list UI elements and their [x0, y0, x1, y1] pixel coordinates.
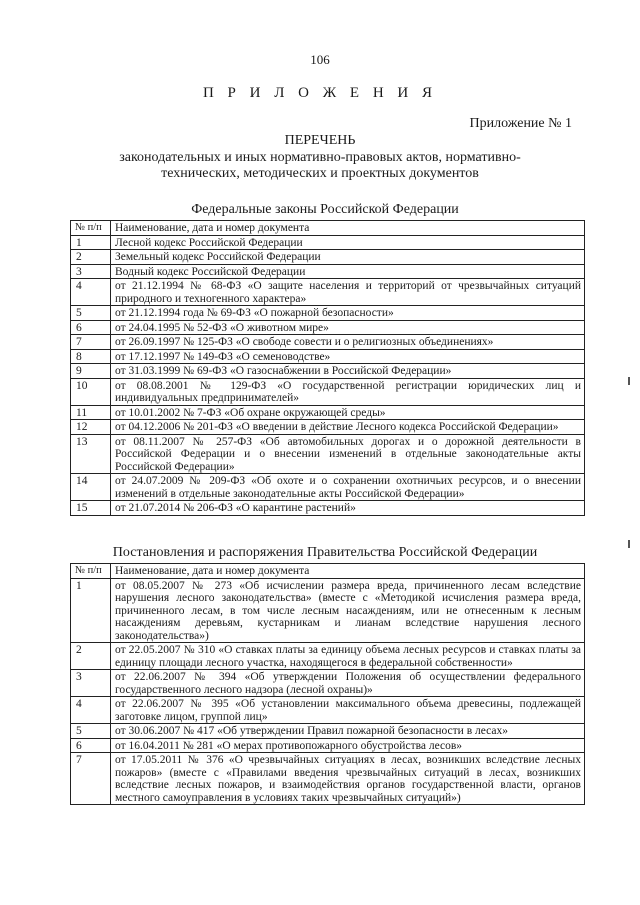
table-row: [71, 235, 585, 250]
table-row: [71, 643, 585, 670]
annex-label: Приложение № 1: [469, 116, 572, 131]
column-header-number: № п/п: [71, 564, 111, 579]
column-header-name: Наименование, дата и номер документа: [111, 564, 585, 579]
table-row: [71, 279, 585, 306]
section-title-federal-laws: Федеральные законы Российской Федерации: [191, 202, 459, 217]
document-name: от 24.04.1995 № 52-ФЗ «О животном мире»: [111, 320, 585, 335]
document-name: Водный кодекс Российской Федерации: [111, 264, 585, 279]
government-decrees-body: [71, 578, 585, 805]
row-number: 9: [71, 364, 111, 379]
table-row: [71, 320, 585, 335]
row-number: 5: [71, 724, 111, 739]
document-name: от 22.05.2007 № 310 «О ставках платы за единицу объема лесных ресурсов и ставках платы за единицу площади лесного участка, находящегося в федеральной собственности»: [111, 643, 585, 670]
row-number: 2: [71, 250, 111, 265]
table-row: [71, 264, 585, 279]
document-name: от 17.12.1997 № 149-ФЗ «О семеноводстве»: [111, 349, 585, 364]
table-row: [71, 420, 585, 435]
annex-title: П Р И Л О Ж Е Н И Я: [202, 85, 438, 101]
table-header-row: [71, 221, 585, 236]
government-decrees-table: [70, 563, 585, 805]
section-title-government-decrees: Постановления и распоряжения Правительства Российской Федерации: [112, 545, 538, 560]
row-number: 10: [71, 378, 111, 405]
scan-margin-mark: [628, 540, 630, 548]
row-number: 14: [71, 474, 111, 501]
row-number: 2: [71, 643, 111, 670]
document-name: от 08.05.2007 № 273 «Об исчислении размера вреда, причиненного лесам вследствие нарушения лесного законодательства» (вместе с «Методикой исчисления размера вреда, причиненного лесам, в том числе лесным насаждениям, или не отнесенным к лесным насаждениям деревьям, кустарникам и лианам вследствие нарушения лесного законодательства»): [111, 578, 585, 643]
federal-laws-body: [71, 235, 585, 515]
table-row: [71, 250, 585, 265]
table-row: [71, 501, 585, 516]
document-name: Земельный кодекс Российской Федерации: [111, 250, 585, 265]
row-number: 7: [71, 753, 111, 805]
scan-margin-mark: [628, 377, 630, 385]
table-row: [71, 474, 585, 501]
row-number: 12: [71, 420, 111, 435]
document-name: от 22.06.2007 № 394 «Об утверждении Положения об осуществлении федерального государственного лесного надзора (лесной охраны)»: [111, 670, 585, 697]
document-name: от 17.05.2011 № 376 «О чрезвычайных ситуациях в лесах, возникших вследствие лесных пожаров» (вместе с «Правилами введения чрезвычайных ситуаций в лесах, возникших вследствие лесных пожаров, и взаимодействия органов государственной власти, органов местного самоуправления в условиях таких чрезвычайных ситуаций»): [111, 753, 585, 805]
row-number: 6: [71, 320, 111, 335]
table-row: [71, 753, 585, 805]
document-name: Лесной кодекс Российской Федерации: [111, 235, 585, 250]
document-name: от 08.08.2001 № 129-ФЗ «О государственной регистрации юридических лиц и индивидуальных предпринимателей»: [111, 378, 585, 405]
document-name: от 30.06.2007 № 417 «Об утверждении Правил пожарной безопасности в лесах»: [111, 724, 585, 739]
column-header-name: Наименование, дата и номер документа: [111, 221, 585, 236]
row-number: 11: [71, 405, 111, 420]
column-header-number: № п/п: [71, 221, 111, 236]
table-row: [71, 335, 585, 350]
row-number: 6: [71, 738, 111, 753]
row-number: 3: [71, 670, 111, 697]
table-row: [71, 670, 585, 697]
table-row: [71, 364, 585, 379]
table-row: [71, 738, 585, 753]
row-number: 7: [71, 335, 111, 350]
document-name: от 21.07.2014 № 206-ФЗ «О карантине растений»: [111, 501, 585, 516]
table-row: [71, 578, 585, 643]
document-title: ПЕРЕЧЕНЬ: [284, 133, 356, 148]
row-number: 15: [71, 501, 111, 516]
federal-laws-table: [70, 220, 585, 516]
page-number: 106: [310, 52, 330, 67]
document-name: от 08.11.2007 № 257-ФЗ «Об автомобильных дорогах и о дорожной деятельности в Российской Федерации и о внесении изменений в отдельные законодательные акты Российской Федерации»: [111, 434, 585, 474]
document-name: от 10.01.2002 № 7-ФЗ «Об охране окружающей среды»: [111, 405, 585, 420]
table-row: [71, 434, 585, 474]
document-name: от 24.07.2009 № 209-ФЗ «Об охоте и о сохранении охотничьих ресурсов, и о внесении изменений в отдельные законодательные акты Российской Федерации»: [111, 474, 585, 501]
row-number: 4: [71, 697, 111, 724]
table-row: [71, 405, 585, 420]
table-row: [71, 306, 585, 321]
row-number: 1: [71, 235, 111, 250]
document-name: от 26.09.1997 № 125-ФЗ «О свободе совести и о религиозных объединениях»: [111, 335, 585, 350]
document-name: от 22.06.2007 № 395 «Об установлении максимального объема древесины, подлежащей заготовке лицом, группой лиц»: [111, 697, 585, 724]
row-number: 3: [71, 264, 111, 279]
document-name: от 31.03.1999 № 69-ФЗ «О газоснабжении в Российской Федерации»: [111, 364, 585, 379]
document-subtitle: законодательных и иных нормативно-правовых актов, нормативно-технических, методических и проектных документов: [119, 150, 521, 181]
table-row: [71, 349, 585, 364]
row-number: 4: [71, 279, 111, 306]
row-number: 13: [71, 434, 111, 474]
table-row: [71, 697, 585, 724]
document-name: от 21.12.1994 № 68-ФЗ «О защите населения и территорий от чрезвычайных ситуаций природного и техногенного характера»: [111, 279, 585, 306]
document-name: от 21.12.1994 года № 69-ФЗ «О пожарной безопасности»: [111, 306, 585, 321]
table-row: [71, 724, 585, 739]
table-row: [71, 378, 585, 405]
row-number: 5: [71, 306, 111, 321]
table-header-row: [71, 564, 585, 579]
row-number: 1: [71, 578, 111, 643]
document-name: от 16.04.2011 № 281 «О мерах противопожарного обустройства лесов»: [111, 738, 585, 753]
document-name: от 04.12.2006 № 201-ФЗ «О введении в действие Лесного кодекса Российской Федерации»: [111, 420, 585, 435]
row-number: 8: [71, 349, 111, 364]
